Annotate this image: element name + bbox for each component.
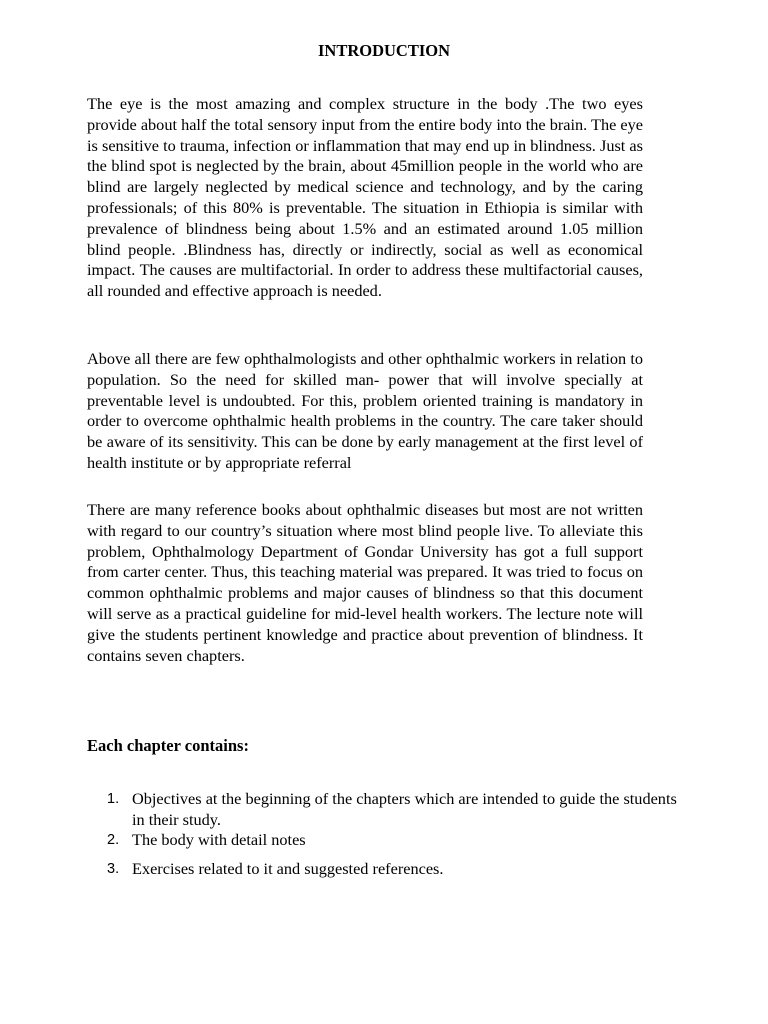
- list-item-number: 1.: [107, 791, 120, 807]
- list-item-number: 3.: [107, 861, 120, 877]
- paragraph-reference-books: There are many reference books about ophthalmic diseases but most are not written with regard to our country’s situation where most blind people live. To alleviate this problem, Ophthalmology Department of Gondar University has got a full support from carter center. Thus, this teaching material was prepared. It was tried to focus on common ophthalmic problems and major causes of blindness so that this document will serve as a practical guideline for mid-level health workers. The lecture note will give the students pertinent knowledge and practice about prevention of blindness. It contains seven chapters.: [87, 500, 643, 665]
- chapter-contents-heading: Each chapter contains:: [87, 736, 249, 755]
- list-item-text: Exercises related to it and suggested references.: [132, 859, 444, 878]
- list-item-text: The body with detail notes: [132, 830, 306, 849]
- paragraph-manpower: Above all there are few ophthalmologists and other ophthalmic workers in relation to population. So the need for skilled man- power that will involve specially at preventable level is undoubted. For this, problem oriented training is mandatory in order to overcome ophthalmic health problems in the country. The care taker should be aware of its sensitivity. This can be done by early management at the first level of health institute or by appropriate referral: [87, 349, 643, 472]
- list-item-text: Objectives at the beginning of the chapters which are intended to guide the students in their study.: [132, 789, 677, 829]
- paragraph-intro: The eye is the most amazing and complex structure in the body .The two eyes provide about half the total sensory input from the entire body into the brain. The eye is sensitive to trauma, infection or inflammation that may end up in blindness. Just as the blind spot is neglected by the brain, about 45million people in the world who are blind are largely neglected by medical science and technology, and by the caring professionals; of this 80% is preventable. The situation in Ethiopia is similar with prevalence of blindness being about 1.5% and an estimated around 1.05 million blind people. .Blindness has, directly or indirectly, social as well as economical impact. The causes are multifactorial. In order to address these multifactorial causes, all rounded and effective approach is needed.: [87, 94, 643, 301]
- list-item-number: 2.: [107, 832, 120, 848]
- page-title: INTRODUCTION: [317, 41, 451, 60]
